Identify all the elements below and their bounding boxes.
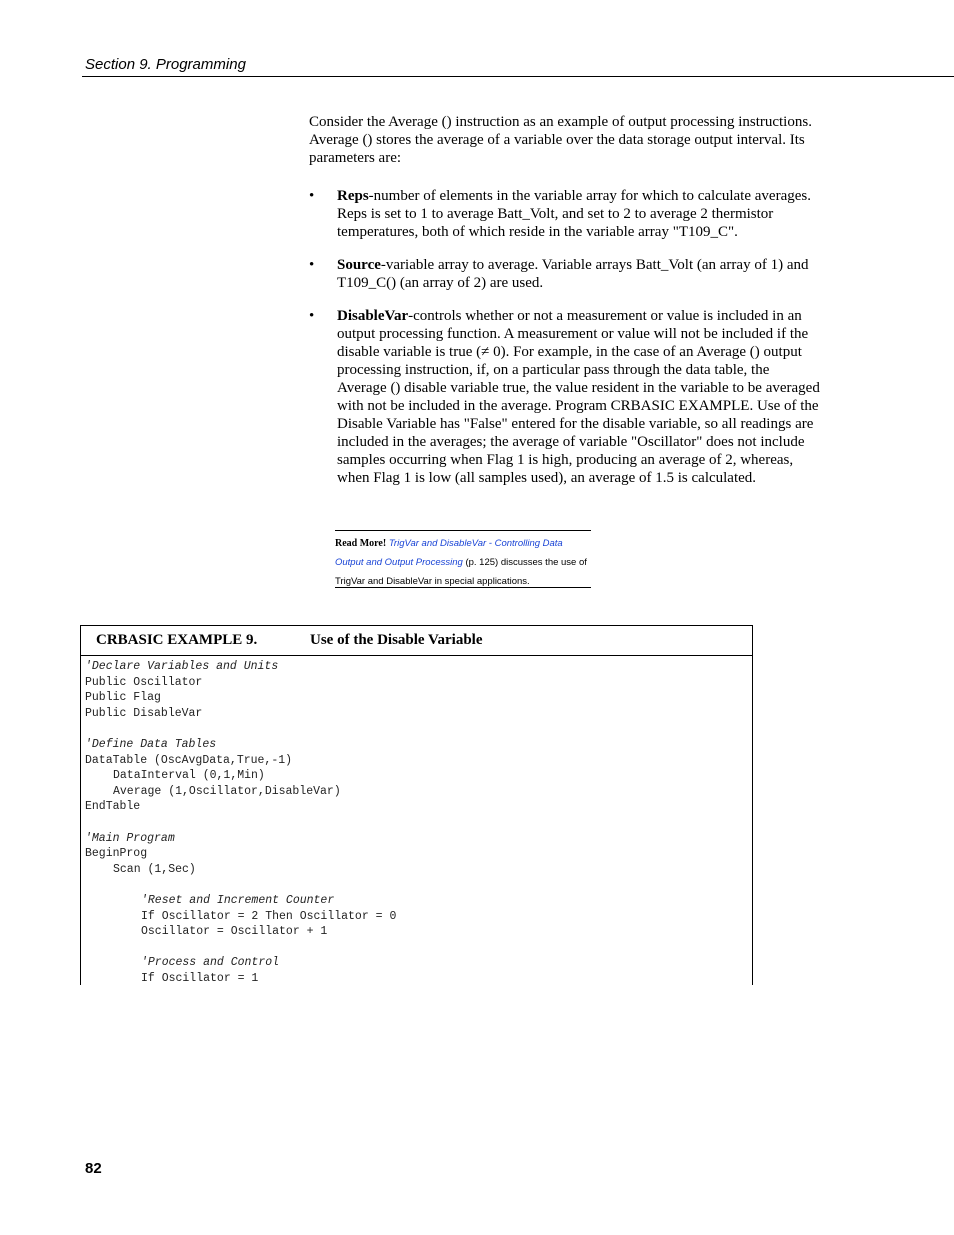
- parameter-term: Source: [337, 257, 381, 273]
- code-line: If Oscillator = 1: [141, 971, 259, 985]
- code-line: [85, 721, 752, 737]
- bullet-icon: •: [309, 308, 315, 324]
- parameter-term: Reps: [337, 188, 369, 204]
- code-line: Average (1,Oscillator,DisableVar): [113, 784, 341, 798]
- code-example-box: [80, 625, 753, 985]
- code-comment-line: 'Main Program: [85, 831, 175, 845]
- code-line: BeginProg: [85, 847, 148, 861]
- code-line: [85, 877, 752, 893]
- code-line: Public Flag: [85, 691, 161, 705]
- parameter-item-reps: [309, 187, 821, 241]
- code-comment-line: 'Reset and Increment Counter: [141, 893, 335, 907]
- code-comment-line: 'Define Data Tables: [85, 737, 217, 751]
- code-line: [85, 815, 752, 831]
- intro-paragraph: Consider the Average () instruction as an example of output processing instructions. Average () stores the average of a variable over the data storage output interval. Its parameters are:: [309, 114, 812, 166]
- code-line: Scan (1,Sec): [113, 862, 196, 876]
- parameter-description: -controls whether or not a measurement or value is included in an output processing function. A measurement or value will not be included if the disable variable is true (≠ 0). For example, in the case of an Average () output processing instruction, if, on a particular pass through the data table, the Average () disable variable true, the value resident in the variable to be averaged with not be included in the average. Program CRBASIC EXAMPLE. Use of the Disable Variable has "False" entered for the disable variable, so all readings are included in the averages; the average of variable "Oscillator" does not include samples occurring when Flag 1 is high, producing an average of 2, whereas, when Flag 1 is low (all samples used), an average of 1.5 is calculated.: [337, 308, 820, 486]
- code-example-header: [81, 626, 752, 656]
- code-listing: [81, 656, 752, 985]
- parameter-item-disablevar: [309, 307, 821, 487]
- header-divider: [82, 76, 954, 77]
- read-more-note: [335, 530, 591, 588]
- read-more-label: Read More!: [335, 538, 387, 549]
- bullet-icon: •: [309, 188, 315, 204]
- example-number: CRBASIC EXAMPLE 9.: [96, 632, 258, 648]
- code-line: Public Oscillator: [85, 675, 203, 689]
- read-more-link[interactable]: TrigVar and DisableVar - Controlling Data Output and Output Processing: [335, 538, 563, 568]
- code-line: If Oscillator = 2 Then Oscillator = 0: [141, 909, 397, 923]
- code-line: [85, 940, 752, 956]
- parameter-term: DisableVar: [337, 308, 409, 324]
- read-more-suffix: (p. 125) discusses the use of TrigVar and DisableVar in special applications.: [335, 557, 587, 587]
- section-header: Section 9. Programming: [85, 56, 246, 73]
- code-line: EndTable: [85, 800, 141, 814]
- code-comment-line: 'Process and Control: [141, 956, 280, 970]
- code-line: Public DisableVar: [85, 706, 203, 720]
- code-comment-line: 'Declare Variables and Units: [85, 660, 279, 673]
- code-line: DataInterval (0,1,Min): [113, 769, 265, 783]
- parameter-description: -variable array to average. Variable arrays Batt_Volt (an array of 1) and T109_C() (an array of 2) are used.: [337, 257, 809, 291]
- parameter-item-source: [309, 256, 821, 292]
- code-line: Oscillator = Oscillator + 1: [141, 925, 328, 939]
- page-number: 82: [85, 1160, 102, 1177]
- code-line: DataTable (OscAvgData,True,-1): [85, 753, 293, 767]
- example-title: Use of the Disable Variable: [310, 632, 483, 648]
- parameter-list: [309, 187, 821, 502]
- parameter-description: -number of elements in the variable array for which to calculate averages. Reps is set to 1 to average Batt_Volt, and set to 2 to average 2 thermistor temperatures, both of which reside in the variable array "T109_C".: [337, 188, 811, 240]
- bullet-icon: •: [309, 257, 315, 273]
